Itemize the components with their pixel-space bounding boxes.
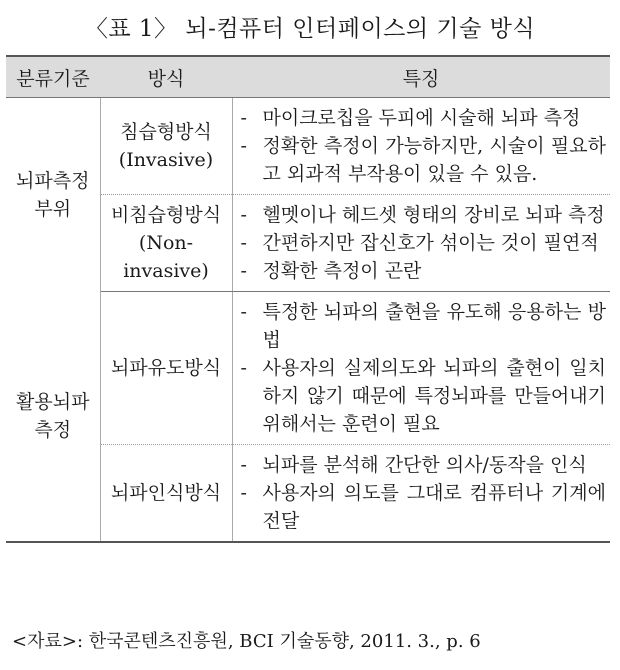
criterion-line: 부위 bbox=[34, 197, 72, 220]
feature-item bbox=[241, 451, 607, 479]
method-cell bbox=[100, 98, 232, 195]
table-row bbox=[6, 292, 610, 445]
feature-text: 사용자의 실제의도와 뇌파의 출현이 일치하지 않기 때문에 특정뇌파를 만들어내기 위해서는 훈련이 필요 bbox=[262, 357, 606, 435]
table-title: 〈표 1〉 뇌-컴퓨터 인터페이스의 기술 방식 bbox=[84, 16, 536, 42]
header-features: 특징 bbox=[232, 56, 610, 98]
dash-bullet: - bbox=[240, 454, 247, 476]
bci-methods-table bbox=[6, 55, 610, 543]
method-cell bbox=[100, 195, 232, 292]
feature-text: 간편하지만 잡신호가 섞이는 것이 필연적 bbox=[262, 232, 599, 254]
feature-text: 뇌파를 분석해 간단한 의사/동작을 인식 bbox=[262, 454, 587, 476]
dash-bullet: - bbox=[240, 107, 247, 129]
feature-text: 정확한 측정이 곤란 bbox=[262, 260, 422, 282]
method-line: invasive) bbox=[123, 260, 209, 282]
dash-bullet: - bbox=[240, 357, 247, 379]
feature-text: 마이크로칩을 두피에 시술해 뇌파 측정 bbox=[262, 107, 581, 129]
table-row bbox=[6, 98, 610, 195]
feature-item bbox=[241, 104, 607, 132]
criterion-cell bbox=[6, 292, 100, 543]
source-note: <자료>: 한국콘텐츠진흥원, BCI 기술동향, 2011. 3., p. 6 bbox=[12, 631, 481, 652]
criterion-cell bbox=[6, 98, 100, 292]
features-cell bbox=[232, 98, 610, 195]
feature-item bbox=[241, 298, 607, 354]
criterion-line: 활용뇌파 bbox=[16, 391, 90, 414]
criterion-line: 뇌파측정 bbox=[16, 169, 90, 192]
method-line: 뇌파유도방식 bbox=[110, 357, 222, 379]
feature-item bbox=[241, 479, 607, 535]
feature-text: 특정한 뇌파의 출현을 유도해 응용하는 방법 bbox=[262, 301, 606, 351]
criterion-line: 측정 bbox=[34, 419, 72, 442]
features-cell bbox=[232, 292, 610, 445]
feature-item bbox=[241, 257, 607, 285]
dash-bullet: - bbox=[240, 204, 247, 226]
feature-text: 사용자의 의도를 그대로 컴퓨터나 기계에 전달 bbox=[262, 482, 606, 532]
method-line: (Invasive) bbox=[118, 149, 214, 171]
feature-item bbox=[241, 201, 607, 229]
method-line: 뇌파인식방식 bbox=[110, 482, 222, 504]
feature-item bbox=[241, 354, 607, 438]
features-cell bbox=[232, 195, 610, 292]
dash-bullet: - bbox=[240, 482, 247, 504]
header-criterion: 분류기준 bbox=[6, 56, 100, 98]
header-row bbox=[6, 56, 610, 98]
feature-item bbox=[241, 229, 607, 257]
dash-bullet: - bbox=[240, 260, 247, 282]
dash-bullet: - bbox=[240, 135, 247, 157]
feature-text: 헬멧이나 헤드셋 형태의 장비로 뇌파 측정 bbox=[262, 204, 605, 226]
method-line: 침습형방식 bbox=[120, 121, 212, 143]
features-cell bbox=[232, 445, 610, 543]
feature-item bbox=[241, 132, 607, 188]
feature-text: 정확한 측정이 가능하지만, 시술이 필요하고 외과적 부작용이 있을 수 있음. bbox=[262, 135, 606, 185]
method-line: 비침습형방식 bbox=[110, 204, 222, 226]
method-line: (Non- bbox=[138, 232, 194, 254]
dash-bullet: - bbox=[240, 232, 247, 254]
method-cell bbox=[100, 292, 232, 445]
header-method: 방식 bbox=[100, 56, 232, 98]
dash-bullet: - bbox=[240, 301, 247, 323]
method-cell bbox=[100, 445, 232, 543]
